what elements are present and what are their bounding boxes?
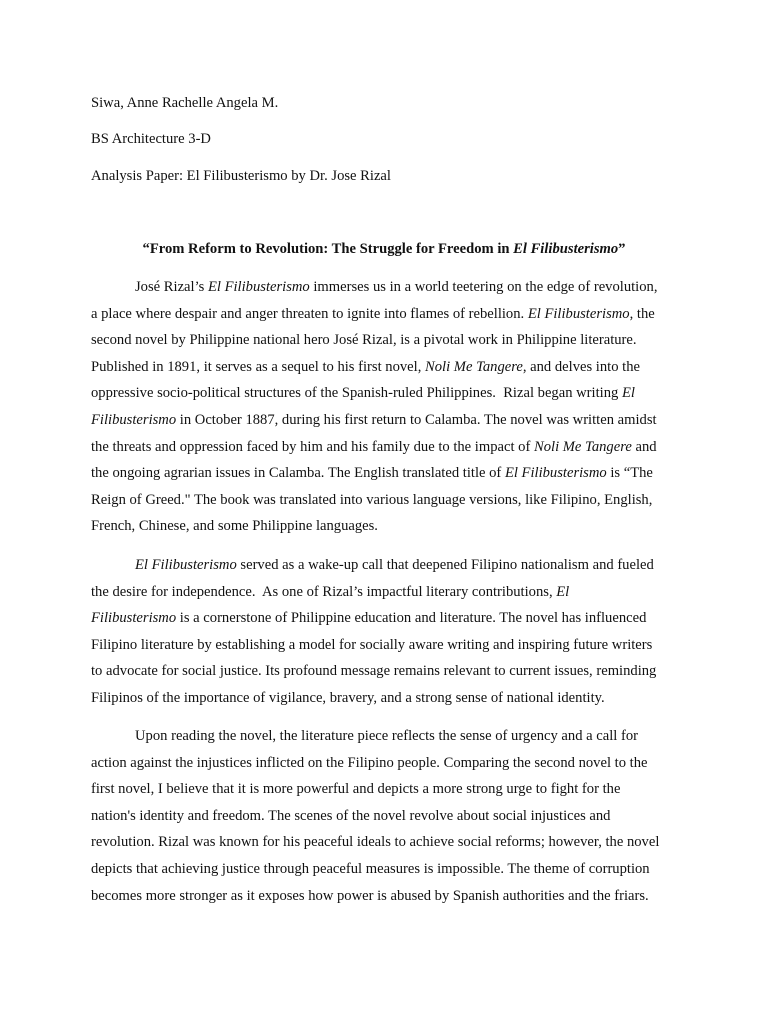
text-segment: the desire for independence. As one of Rizal’s impactful literary contributions, xyxy=(91,583,557,600)
text-segment: the ongoing agrarian issues in Calamba. The English translated title of xyxy=(91,465,505,482)
text-segment: a place where despair and anger threaten to ignite into flames of rebellion. xyxy=(91,305,528,322)
text-line xyxy=(91,723,677,750)
text-segment: in October 1887, during his first return to Calamba. The novel was written amidst xyxy=(176,411,657,428)
text-line xyxy=(91,803,677,830)
italic-title-text: Filibusterismo xyxy=(91,411,177,428)
text-line xyxy=(91,460,677,487)
italic-title-text: Noli Me Tangere xyxy=(425,358,523,375)
text-segment: revolution. Rizal was known for his peaceful ideals to achieve social reforms; however, the novel xyxy=(91,834,660,851)
text-line xyxy=(91,327,677,354)
text-line xyxy=(91,776,677,803)
paragraph-1 xyxy=(91,274,677,540)
text-segment: oppressive socio-political structures of the Spanish-ruled Philippines. Rizal began writing xyxy=(91,385,622,402)
text-segment: Filipinos of the importance of vigilance, bravery, and a strong sense of national identity. xyxy=(91,689,605,706)
text-line xyxy=(91,658,677,685)
essay-title-italic: El Filibusterismo xyxy=(513,241,619,257)
text-segment: French, Chinese, and some Philippine languages. xyxy=(91,518,378,535)
text-segment: becomes more stronger as it exposes how power is abused by Spanish authorities and the friars. xyxy=(91,887,649,904)
text-line xyxy=(91,856,677,883)
text-segment: and xyxy=(631,438,657,455)
text-line xyxy=(91,407,677,434)
text-line xyxy=(91,605,677,632)
text-line xyxy=(91,632,677,659)
text-line xyxy=(91,579,677,606)
author-name: Siwa, Anne Rachelle Angela M. xyxy=(91,95,279,111)
text-segment: nation's identity and freedom. The scenes of the novel revolve about social injustices and xyxy=(91,807,611,824)
text-line xyxy=(91,380,677,407)
text-line xyxy=(91,274,677,301)
essay-title xyxy=(0,240,768,258)
text-segment: Upon reading the novel, the literature piece reflects the sense of urgency and a call for xyxy=(135,728,638,744)
paper-subject: Analysis Paper: El Filibusterismo by Dr. Jose Rizal xyxy=(91,168,391,184)
text-line xyxy=(91,301,677,328)
text-segment: depicts that achieving justice through peaceful measures is impossible. The theme of corruption xyxy=(91,860,650,877)
paragraph-3 xyxy=(91,723,677,909)
text-segment: , and delves into the xyxy=(522,358,640,375)
text-segment: , the xyxy=(629,305,655,322)
text-segment: first novel, I believe that it is more powerful and depicts a more strong urge to fight for the xyxy=(91,781,621,798)
paragraph-2 xyxy=(91,552,677,712)
text-segment: is a cornerstone of Philippine education and literature. The novel has influenced xyxy=(176,610,647,627)
italic-title-text: El Filibusterismo xyxy=(504,465,607,482)
text-segment: to advocate for social justice. Its profound message remains relevant to current issues, reminding xyxy=(91,663,657,680)
text-line xyxy=(91,685,677,712)
text-line xyxy=(91,487,677,514)
text-segment: Filipino literature by establishing a model for socially aware writing and inspiring future writers xyxy=(91,636,653,653)
text-line xyxy=(91,829,677,856)
text-line xyxy=(91,513,677,540)
italic-title-text: El xyxy=(621,385,635,402)
text-segment: José Rizal’s xyxy=(135,279,208,295)
text-line xyxy=(91,354,677,381)
text-line xyxy=(91,750,677,777)
text-line xyxy=(91,552,677,579)
essay-title-prefix: “From Reform to Revolution: The Struggle for Freedom in xyxy=(142,241,514,257)
text-segment: served as a wake-up call that deepened Filipino nationalism and fueled xyxy=(236,557,654,573)
italic-title-text: El xyxy=(556,583,570,600)
text-segment: the threats and oppression faced by him and his family due to the impact of xyxy=(91,438,534,455)
text-segment: Reign of Greed." The book was translated into various language versions, like Filipino, English, xyxy=(91,491,653,508)
italic-title-text: Noli Me Tangere xyxy=(533,438,632,455)
text-segment: action against the injustices inflicted on the Filipino people. Comparing the second novel to the xyxy=(91,754,648,771)
essay-title-suffix: ” xyxy=(618,241,626,257)
text-line xyxy=(91,883,677,910)
text-segment: immerses us in a world teetering on the edge of revolution, xyxy=(309,279,658,295)
italic-title-text: El Filibusterismo xyxy=(527,305,630,322)
italic-title-text: El Filibusterismo xyxy=(207,279,310,295)
text-line xyxy=(91,434,677,461)
text-segment: Published in 1891, it serves as a sequel to his first novel, xyxy=(91,358,425,375)
text-segment: second novel by Philippine national hero José Rizal, is a pivotal work in Philippine literature. xyxy=(91,332,637,349)
italic-title-text: Filibusterismo xyxy=(91,610,177,627)
course-section: BS Architecture 3-D xyxy=(91,131,211,147)
italic-title-text: El Filibusterismo xyxy=(135,557,237,573)
text-segment: is “The xyxy=(606,465,653,482)
